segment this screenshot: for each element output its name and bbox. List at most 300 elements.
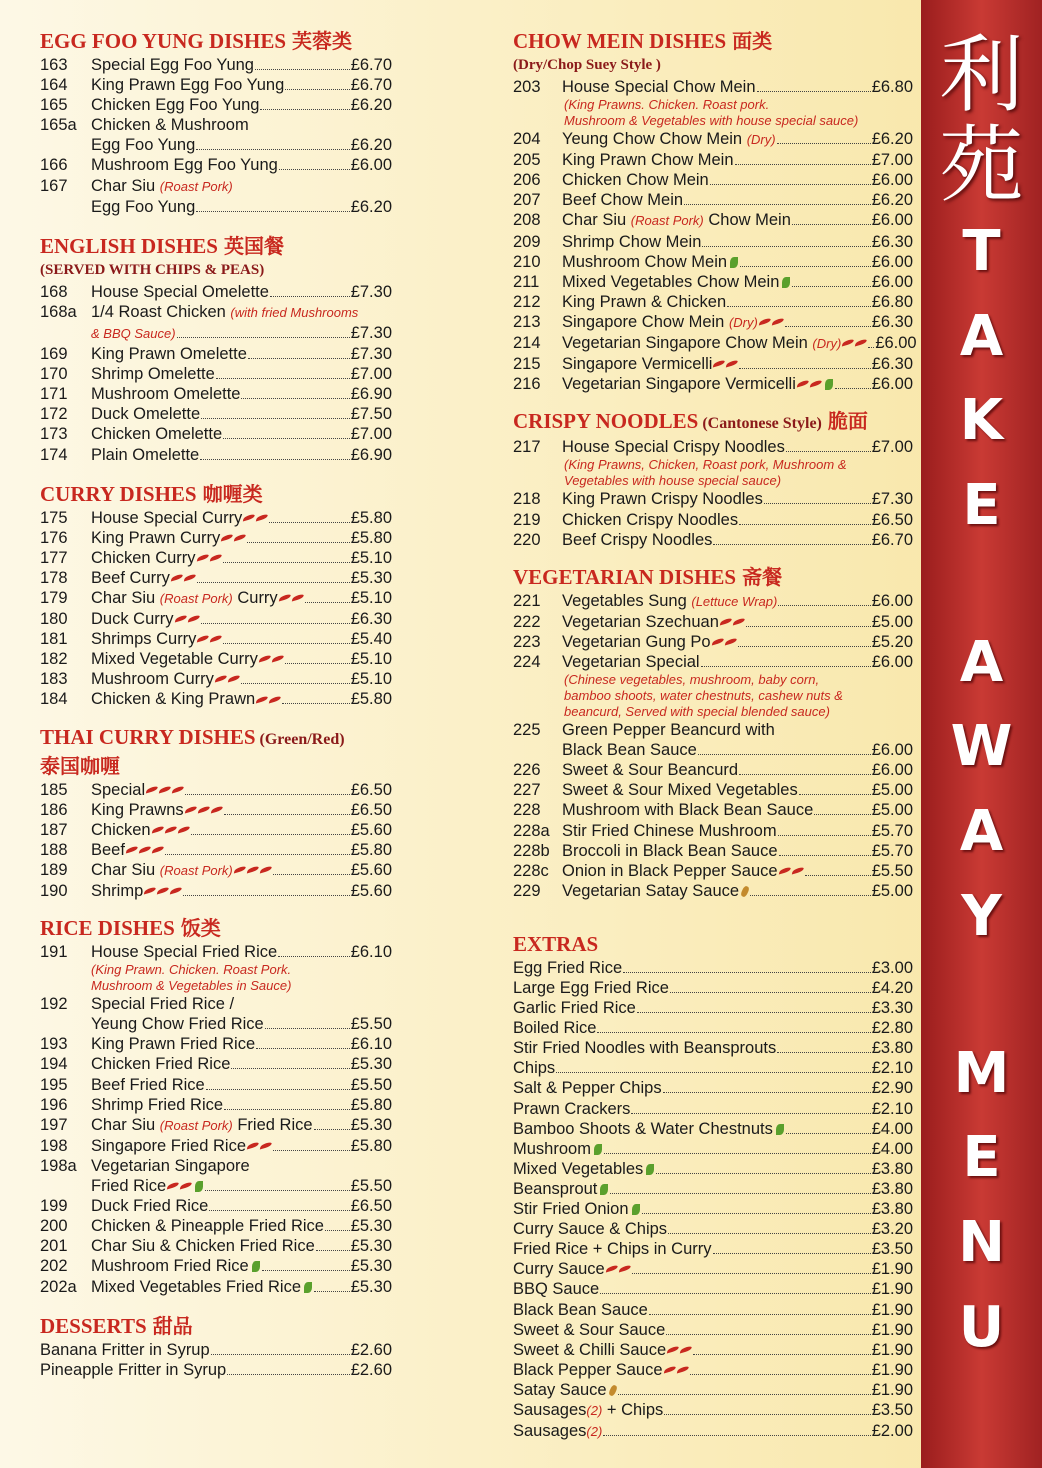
chili-icon bbox=[157, 887, 169, 895]
item-price: £5.50 bbox=[350, 1015, 392, 1034]
item-price: £6.80 bbox=[871, 78, 913, 96]
item-price: £6.50 bbox=[350, 780, 392, 799]
item-name: Black Pepper Sauce bbox=[513, 1360, 689, 1380]
leader-dots bbox=[713, 544, 870, 545]
menu-item bbox=[40, 1115, 392, 1136]
leader-dots bbox=[241, 398, 349, 399]
item-number: 173 bbox=[40, 425, 68, 444]
item-name: Broccoli in Black Bean Sauce bbox=[562, 841, 778, 860]
chili-icon bbox=[772, 318, 784, 326]
nut-icon bbox=[608, 1384, 618, 1397]
chili-icon bbox=[272, 655, 284, 663]
menu-item bbox=[513, 632, 913, 652]
item-price: £2.60 bbox=[350, 1360, 392, 1379]
banner-letter: A bbox=[959, 629, 1004, 695]
item-name: Stir Fried Onion bbox=[513, 1199, 641, 1219]
menu-item bbox=[40, 1340, 392, 1360]
item-price: £5.00 bbox=[871, 781, 913, 800]
item-price: £5.60 bbox=[350, 882, 392, 900]
chili-icon bbox=[228, 675, 240, 683]
item-price: £7.30 bbox=[350, 323, 392, 342]
menu-item bbox=[513, 129, 913, 150]
item-number: 179 bbox=[40, 588, 68, 607]
item-number: 168 bbox=[40, 282, 68, 301]
item-note: & BBQ Sauce) bbox=[91, 325, 176, 341]
section-title bbox=[40, 1313, 392, 1340]
menu-item bbox=[40, 1075, 392, 1095]
leader-dots bbox=[735, 164, 871, 165]
item-name: House Special Crispy Noodles bbox=[562, 438, 785, 457]
chili-icon bbox=[187, 615, 199, 623]
item-number: 210 bbox=[513, 252, 541, 271]
banner-letter: E bbox=[962, 1125, 1001, 1191]
menu-item bbox=[513, 1300, 913, 1320]
section-egg-foo-yung-dishes bbox=[40, 28, 392, 217]
item-price: £7.50 bbox=[350, 405, 392, 424]
chili-icon bbox=[215, 675, 227, 683]
item-number: 213 bbox=[513, 312, 541, 331]
item-name: King Prawn Omelette bbox=[91, 345, 247, 364]
takeaway-menu-banner bbox=[921, 0, 1042, 1468]
item-name: Beef Curry bbox=[91, 568, 196, 588]
item-price: £2.90 bbox=[871, 1079, 913, 1098]
leader-dots bbox=[177, 337, 350, 338]
chili-icon bbox=[733, 617, 745, 625]
item-name: Vegetarian Satay Sauce bbox=[562, 881, 749, 901]
item-number: 196 bbox=[40, 1095, 68, 1114]
leader-dots bbox=[799, 794, 871, 795]
leader-dots bbox=[556, 1072, 871, 1073]
banner-letter: E bbox=[962, 473, 1001, 539]
item-number: 165 bbox=[40, 96, 68, 115]
leader-dots bbox=[223, 643, 349, 644]
item-price: £6.90 bbox=[350, 445, 392, 464]
chili-icon bbox=[247, 865, 259, 873]
leader-dots bbox=[278, 956, 350, 957]
item-number: 225 bbox=[513, 721, 541, 740]
item-number: 175 bbox=[40, 508, 68, 527]
item-price: £7.30 bbox=[350, 282, 392, 301]
item-number: 202a bbox=[40, 1277, 77, 1296]
item-description: (King Prawn. Chicken. Roast Pork. bbox=[91, 962, 292, 978]
menu-item bbox=[513, 1159, 913, 1179]
item-name: Mushroom Curry bbox=[91, 669, 240, 689]
menu-item bbox=[513, 272, 913, 292]
item-number: 211 bbox=[513, 272, 540, 291]
item-price: £4.00 bbox=[871, 1139, 913, 1158]
menu-item bbox=[40, 588, 392, 609]
vegetarian-icon bbox=[195, 1181, 203, 1192]
item-name: Sausages(2) + Chips bbox=[513, 1400, 664, 1419]
item-note: (Roast Pork) bbox=[159, 590, 233, 606]
item-price: £1.90 bbox=[871, 1340, 913, 1359]
item-name bbox=[91, 323, 176, 344]
item-price: £6.70 bbox=[350, 56, 392, 74]
item-price: £2.00 bbox=[871, 1422, 913, 1441]
leader-dots bbox=[778, 835, 871, 836]
menu-item bbox=[40, 1136, 392, 1156]
section-desserts bbox=[40, 1313, 392, 1380]
chili-icon bbox=[663, 1365, 675, 1373]
section-title bbox=[513, 28, 913, 55]
leader-dots bbox=[738, 646, 871, 647]
item-name: Duck Omelette bbox=[91, 405, 201, 424]
item-number: 186 bbox=[40, 800, 68, 819]
item-price: £3.20 bbox=[871, 1220, 913, 1239]
leader-dots bbox=[224, 814, 350, 815]
menu-item bbox=[513, 760, 913, 780]
chili-icon bbox=[680, 1345, 692, 1353]
item-price: £5.50 bbox=[871, 861, 913, 880]
menu-item bbox=[513, 374, 913, 394]
menu-item bbox=[513, 612, 913, 632]
item-price: £5.10 bbox=[350, 548, 392, 567]
chili-icon bbox=[711, 637, 723, 645]
item-name: Yeung Chow Fried Rice bbox=[91, 1015, 264, 1034]
section-title bbox=[40, 28, 392, 55]
section-title-text: EXTRAS bbox=[513, 931, 599, 956]
item-number: 192 bbox=[40, 995, 68, 1014]
vegetarian-icon bbox=[825, 379, 833, 390]
item-name: Vegetarian Gung Po bbox=[562, 632, 737, 652]
vegetarian-icon bbox=[646, 1164, 654, 1175]
item-name: Duck Curry bbox=[91, 609, 200, 629]
item-price: £6.20 bbox=[871, 130, 913, 149]
vegetarian-icon bbox=[252, 1261, 260, 1272]
item-name: Onion in Black Pepper Sauce bbox=[562, 861, 804, 881]
item-name: Chicken Omelette bbox=[91, 425, 223, 444]
item-name: House Special Fried Rice bbox=[91, 943, 278, 962]
item-number: 185 bbox=[40, 780, 68, 799]
section-title-chinese: 面类 bbox=[732, 29, 773, 53]
leader-dots bbox=[282, 703, 350, 704]
item-price: £5.30 bbox=[350, 1277, 392, 1296]
item-number: 208 bbox=[513, 211, 541, 230]
vegetarian-icon bbox=[776, 1124, 784, 1135]
chili-icon bbox=[139, 845, 151, 853]
item-name: Mushroom with Black Bean Sauce bbox=[562, 801, 814, 820]
item-name: Curry Sauce bbox=[513, 1259, 631, 1279]
section-thai-curry-dishes bbox=[40, 724, 392, 902]
section-english-dishes bbox=[40, 233, 392, 465]
section-title-chinese: 甜品 bbox=[152, 1313, 193, 1338]
banner-chinese-title bbox=[921, 0, 1042, 214]
menu-item bbox=[40, 1095, 392, 1115]
item-quantity: (2) bbox=[586, 1402, 603, 1418]
item-name: Chicken Egg Foo Yung bbox=[91, 96, 260, 115]
leader-dots bbox=[262, 1270, 350, 1271]
chili-icon bbox=[842, 339, 854, 347]
item-price: £5.00 bbox=[871, 612, 913, 631]
item-name: Chips bbox=[513, 1059, 556, 1078]
item-number: 189 bbox=[40, 860, 68, 879]
menu-item bbox=[513, 437, 913, 457]
item-number: 202 bbox=[40, 1257, 68, 1276]
item-number: 195 bbox=[40, 1075, 68, 1094]
item-price: £7.00 bbox=[871, 438, 913, 457]
item-number: 167 bbox=[40, 176, 68, 195]
menu-item bbox=[40, 800, 392, 820]
item-price: £3.00 bbox=[871, 958, 913, 977]
item-number: 193 bbox=[40, 1035, 68, 1054]
section-title-text: VEGETARIAN DISHES bbox=[513, 564, 737, 589]
item-price: £3.80 bbox=[871, 1039, 913, 1058]
menu-item bbox=[40, 197, 392, 217]
menu-item bbox=[513, 591, 913, 612]
section-title-text: DESSERTS bbox=[40, 1313, 147, 1338]
chili-icon bbox=[234, 533, 246, 541]
item-name: Satay Sauce bbox=[513, 1380, 617, 1400]
vegetarian-icon bbox=[594, 1144, 602, 1155]
item-number: 229 bbox=[513, 881, 541, 900]
leader-dots bbox=[805, 875, 871, 876]
leader-dots bbox=[209, 1210, 349, 1211]
leader-dots bbox=[604, 1153, 871, 1154]
item-price: £1.90 bbox=[871, 1380, 913, 1399]
menu-item bbox=[513, 170, 913, 190]
item-name: Stir Fried Chinese Mushroom bbox=[562, 821, 777, 840]
chili-icon bbox=[196, 553, 208, 561]
chili-icon bbox=[180, 1182, 192, 1190]
menu-item bbox=[513, 841, 913, 861]
item-name: Chicken & Pineapple Fried Rice bbox=[91, 1217, 324, 1236]
section-title-text: RICE DISHES bbox=[40, 916, 175, 941]
chili-icon bbox=[171, 573, 183, 581]
item-name: Garlic Fried Rice bbox=[513, 999, 636, 1018]
section-subtitle: (SERVED WITH CHIPS & PEAS) bbox=[40, 261, 265, 278]
item-name: Pineapple Fritter in Syrup bbox=[40, 1360, 227, 1379]
menu-item bbox=[513, 530, 913, 550]
item-price: £5.10 bbox=[350, 588, 392, 607]
menu-item bbox=[40, 1034, 392, 1054]
menu-item bbox=[513, 1400, 913, 1421]
item-price: £6.20 bbox=[350, 197, 392, 216]
chili-icon bbox=[256, 513, 268, 521]
item-price: £5.80 bbox=[350, 840, 392, 859]
chili-icon bbox=[269, 695, 281, 703]
leader-dots bbox=[668, 1233, 871, 1234]
menu-item bbox=[40, 323, 392, 344]
item-price: £6.00 bbox=[871, 272, 913, 291]
item-price: £5.80 bbox=[350, 508, 392, 527]
item-number: 214 bbox=[513, 334, 541, 353]
item-name: King Prawns bbox=[91, 800, 223, 820]
banner-letter: K bbox=[959, 388, 1004, 454]
item-number: 212 bbox=[513, 292, 541, 311]
item-note: (Roast Pork) bbox=[159, 1117, 233, 1133]
item-number: 226 bbox=[513, 761, 541, 780]
leader-dots bbox=[273, 874, 350, 875]
leader-dots bbox=[670, 992, 871, 993]
item-price: £1.90 bbox=[871, 1360, 913, 1379]
menu-item bbox=[513, 292, 913, 312]
item-price: £6.30 bbox=[350, 610, 392, 629]
leader-dots bbox=[279, 169, 350, 170]
leader-dots bbox=[205, 1190, 350, 1191]
menu-item bbox=[40, 942, 392, 962]
item-name: Black Bean Sauce bbox=[513, 1300, 648, 1319]
leader-dots bbox=[631, 1113, 870, 1114]
vegetarian-icon bbox=[600, 1184, 608, 1195]
section-title bbox=[513, 408, 913, 437]
leader-dots bbox=[740, 266, 871, 267]
chili-icon bbox=[152, 845, 164, 853]
leader-dots bbox=[196, 149, 349, 150]
menu-item bbox=[513, 1199, 913, 1219]
item-price: £6.20 bbox=[871, 191, 913, 210]
item-price: £7.00 bbox=[350, 365, 392, 384]
item-name: Chicken Chow Mein bbox=[562, 171, 709, 190]
leader-dots bbox=[285, 89, 349, 90]
banner-letter: M bbox=[953, 1040, 1010, 1106]
item-name: Char Siu (Roast Pork) bbox=[91, 860, 272, 881]
menu-item bbox=[40, 1014, 392, 1034]
chili-icon bbox=[247, 1141, 259, 1149]
item-price: £3.50 bbox=[871, 1400, 913, 1419]
item-description: (King Prawns. Chicken. Roast pork. bbox=[564, 97, 770, 113]
item-name: Char Siu (Roast Pork) bbox=[91, 176, 233, 195]
menu-item bbox=[40, 155, 392, 175]
item-name: Char Siu (Roast Pork) Fried Rice bbox=[91, 1115, 313, 1134]
leader-dots bbox=[649, 1314, 871, 1315]
item-name: BBQ Sauce bbox=[513, 1280, 600, 1299]
menu-item bbox=[513, 150, 913, 170]
item-price: £6.00 bbox=[871, 652, 913, 671]
chili-icon bbox=[778, 866, 790, 874]
item-name: Chicken Curry bbox=[91, 548, 222, 568]
menu-item bbox=[40, 1360, 392, 1380]
item-price: £4.20 bbox=[871, 979, 913, 997]
item-name: Sweet & Sour Mixed Vegetables bbox=[562, 781, 798, 800]
item-name: Shrimps Curry bbox=[91, 629, 222, 649]
banner-letter: N bbox=[958, 1209, 1005, 1275]
menu-item bbox=[40, 649, 392, 669]
menu-item bbox=[513, 1058, 913, 1078]
item-name: King Prawn Crispy Noodles bbox=[562, 490, 763, 509]
leader-dots bbox=[690, 1374, 871, 1375]
item-number: 178 bbox=[40, 568, 68, 587]
menu-item bbox=[40, 424, 392, 444]
leader-dots bbox=[255, 69, 350, 70]
leader-dots bbox=[746, 626, 871, 627]
leader-dots bbox=[702, 246, 870, 247]
banner-chinese-char: 利 bbox=[939, 26, 1024, 124]
item-name: House Special Curry bbox=[91, 508, 268, 528]
leader-dots bbox=[698, 754, 871, 755]
menu-item bbox=[513, 1038, 913, 1058]
item-price: £5.70 bbox=[871, 841, 913, 860]
item-price: £7.30 bbox=[871, 490, 913, 509]
menu-item bbox=[513, 1421, 913, 1442]
leader-dots bbox=[201, 623, 350, 624]
item-name: Singapore Chow Mein (Dry) bbox=[562, 312, 784, 333]
leader-dots bbox=[786, 1133, 871, 1134]
menu-item bbox=[513, 354, 913, 374]
menu-item bbox=[40, 55, 392, 75]
chili-icon bbox=[151, 825, 163, 833]
item-price: £4.00 bbox=[871, 1119, 913, 1138]
item-name: Beef Chow Mein bbox=[562, 191, 684, 210]
item-name: Sausages(2) bbox=[513, 1422, 603, 1441]
item-number: 224 bbox=[513, 652, 541, 671]
leader-dots bbox=[165, 854, 350, 855]
vegetarian-icon bbox=[632, 1204, 640, 1215]
item-number: 172 bbox=[40, 405, 68, 424]
leader-dots bbox=[201, 418, 350, 419]
item-price: £7.00 bbox=[350, 425, 392, 444]
item-note: (Roast Pork) bbox=[159, 862, 233, 878]
item-number: 219 bbox=[513, 510, 541, 529]
section-title-chinese: 英国餐 bbox=[224, 233, 284, 258]
menu-item bbox=[513, 1239, 913, 1259]
item-price: £6.70 bbox=[871, 530, 913, 549]
leader-dots bbox=[693, 1354, 871, 1355]
item-name: Yeung Chow Chow Mein (Dry) bbox=[562, 130, 776, 149]
item-number: 220 bbox=[513, 530, 541, 549]
section-chow-mein-dishes bbox=[513, 28, 917, 394]
item-description: Mushroom & Vegetables in Sauce) bbox=[91, 978, 292, 994]
leader-dots bbox=[325, 1230, 350, 1231]
item-price: £5.60 bbox=[350, 860, 392, 879]
item-name: Mixed Vegetables bbox=[513, 1159, 655, 1179]
menu-item bbox=[40, 881, 392, 901]
item-number: 165a bbox=[40, 116, 77, 135]
item-number: 168a bbox=[40, 302, 77, 321]
section-rice-dishes bbox=[40, 915, 392, 1297]
menu-item bbox=[40, 1156, 392, 1176]
chili-icon bbox=[170, 887, 182, 895]
item-number: 176 bbox=[40, 528, 68, 547]
chili-icon bbox=[256, 695, 268, 703]
item-price: £6.90 bbox=[350, 385, 392, 404]
item-note: (Roast Pork) bbox=[159, 178, 233, 194]
chili-icon bbox=[172, 785, 184, 793]
section-title bbox=[40, 481, 392, 508]
item-price: £6.20 bbox=[350, 136, 392, 155]
menu-item bbox=[40, 1277, 392, 1297]
section-title-text: THAI CURRY DISHES bbox=[40, 724, 256, 749]
item-price: £3.30 bbox=[871, 999, 913, 1018]
section-curry-dishes bbox=[40, 481, 392, 710]
item-number: 227 bbox=[513, 781, 541, 800]
menu-item bbox=[513, 1219, 913, 1239]
leader-dots bbox=[216, 378, 350, 379]
item-price: £5.50 bbox=[350, 1075, 392, 1094]
item-name: Beansprout bbox=[513, 1179, 609, 1199]
item-price: £6.00 bbox=[871, 591, 913, 610]
section-title-chinese: 芙蓉类 bbox=[292, 29, 353, 53]
item-description: (King Prawns, Chicken, Roast pork, Mushroom & bbox=[564, 457, 847, 473]
item-price: £5.10 bbox=[350, 670, 392, 689]
item-price: £5.30 bbox=[350, 1257, 392, 1276]
item-name: Chicken & King Prawn bbox=[91, 689, 281, 709]
chili-icon bbox=[167, 1182, 179, 1190]
item-name: Mixed Vegetables Chow Mein bbox=[562, 272, 791, 292]
leader-dots bbox=[792, 224, 871, 225]
menu-item bbox=[40, 344, 392, 364]
leader-dots bbox=[600, 1293, 870, 1294]
section-title-text: EGG FOO YUNG DISHES bbox=[40, 29, 287, 53]
item-name: Large Egg Fried Rice bbox=[513, 979, 669, 997]
item-name: Special Egg Foo Yung bbox=[91, 56, 254, 74]
leader-dots bbox=[739, 524, 871, 525]
item-price: £2.10 bbox=[871, 1099, 913, 1118]
banner-letter: A bbox=[959, 303, 1004, 369]
item-price: £2.80 bbox=[871, 1019, 913, 1038]
item-price: £5.30 bbox=[350, 1217, 392, 1236]
menu-item bbox=[40, 176, 392, 197]
leader-dots bbox=[777, 1052, 871, 1053]
